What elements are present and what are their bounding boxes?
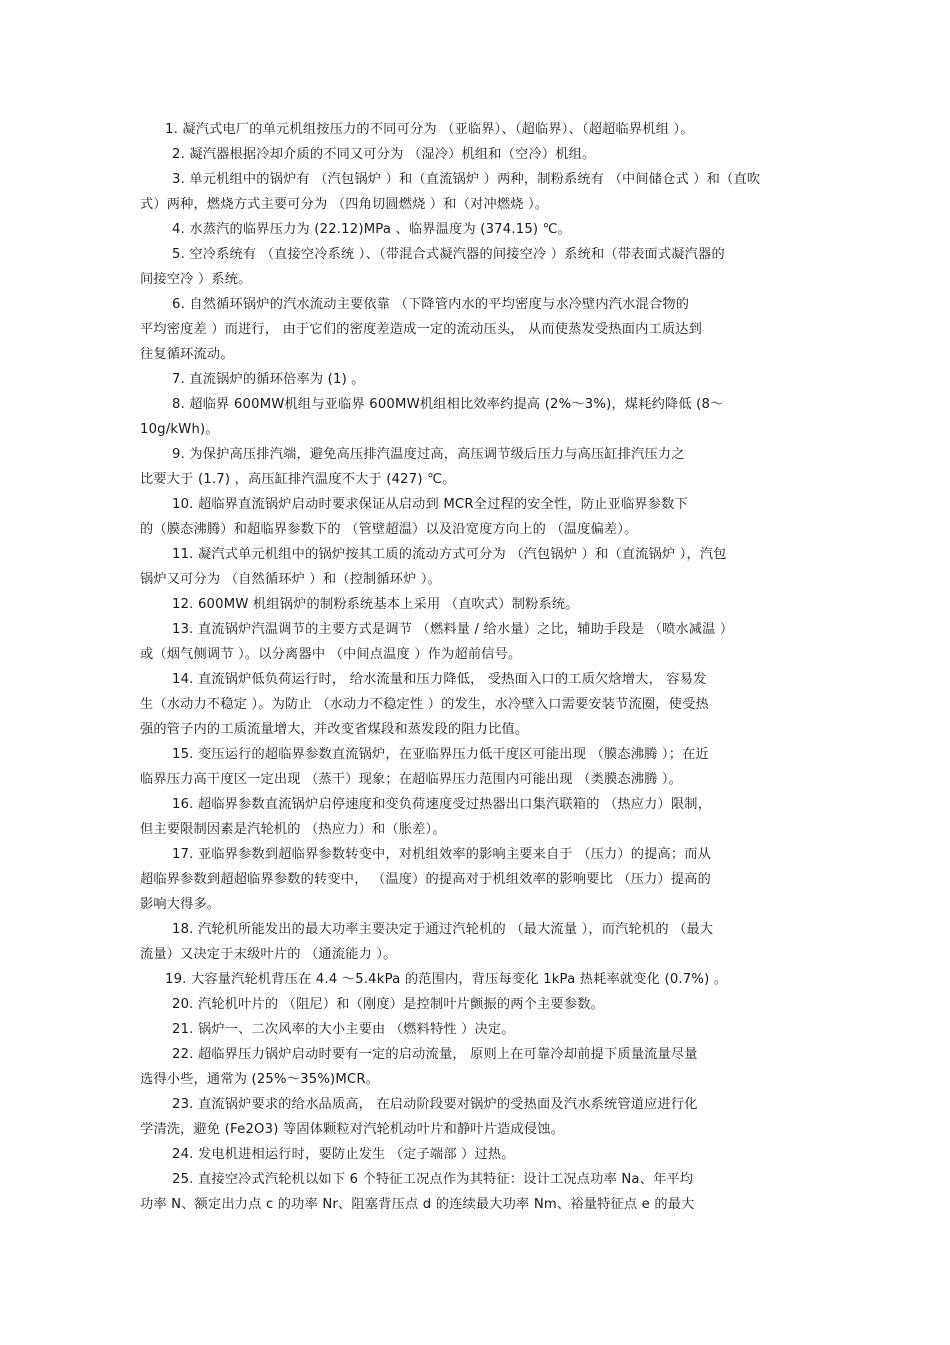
question-22-line-1: 22. 超临界压力锅炉启动时要有一定的启动流量， 原则上在可靠冷却前提下质量流量尽量 bbox=[172, 1047, 698, 1062]
question-21: 21. 锅炉一、二次风率的大小主要由 （燃料特性 ）决定。 bbox=[172, 1022, 515, 1037]
question-9-line-1: 9. 为保护高压排汽端，避免高压排汽温度过高，高压调节级后压力与高压缸排汽压力之 bbox=[172, 447, 685, 462]
question-16-line-1: 16. 超临界参数直流锅炉启停速度和变负荷速度受过热器出口集汽联箱的 （热应力）限制， bbox=[172, 797, 712, 812]
question-18-line-1: 18. 汽轮机所能发出的最大功率主要决定于通过汽轮机的 （最大流量 ），而汽轮机的 （最大 bbox=[172, 922, 714, 937]
question-9-line-2: 比要大于 (1.7) ，高压缸排汽温度不大于 (427) ℃。 bbox=[140, 472, 456, 487]
question-12: 12. 600MW 机组锅炉的制粉系统基本上采用 （直吹式）制粉系统。 bbox=[172, 597, 579, 612]
question-8-line-1: 8. 超临界 600MW机组与亚临界 600MW机组相比效率约提高 (2%～3%)，煤耗约降低 (8～ bbox=[172, 397, 724, 412]
question-20: 20. 汽轮机叶片的 （阻尼）和（刚度）是控制叶片颤振的两个主要参数。 bbox=[172, 997, 604, 1012]
question-25-line-1: 25. 直接空冷式汽轮机以如下 6 个特征工况点作为其特征：设计工况点功率 Na、年平均 bbox=[172, 1172, 694, 1187]
question-17-line-1: 17. 亚临界参数到超临界参数转变中，对机组效率的影响主要来自于 （压力）的提高；而从 bbox=[172, 847, 712, 862]
question-6-line-3: 往复循环流动。 bbox=[140, 347, 234, 362]
question-3-line-1: 3. 单元机组中的锅炉有 （汽包锅炉 ）和（直流锅炉 ）两种，制粉系统有 （中间储仓式 ）和（直吹 bbox=[172, 172, 761, 187]
question-19: 19. 大容量汽轮机背压在 4.4 ～5.4kPa 的范围内，背压每变化 1kPa 热耗率就变化 (0.7%) 。 bbox=[165, 972, 728, 987]
document-body bbox=[140, 117, 808, 1217]
question-1: 1. 凝汽式电厂的单元机组按压力的不同可分为 （亚临界）、（超临界）、（超超临界机组 ）。 bbox=[165, 122, 694, 137]
question-14-line-1: 14. 直流锅炉低负荷运行时， 给水流量和压力降低， 受热面入口的工质欠焓增大， 容易发 bbox=[172, 672, 707, 687]
question-8-line-2: 10g/kWh)。 bbox=[140, 422, 219, 437]
question-10-line-1: 10. 超临界直流锅炉启动时要求保证从启动到 MCR全过程的安全性，防止亚临界参数下 bbox=[172, 497, 688, 512]
question-4: 4. 水蒸汽的临界压力为 (22.12)MPa 、临界温度为 (374.15) ℃。 bbox=[172, 222, 572, 237]
question-6-line-1: 6. 自然循环锅炉的汽水流动主要依靠 （下降管内水的平均密度与水冷壁内汽水混合物的 bbox=[172, 297, 690, 312]
question-13-line-1: 13. 直流锅炉汽温调节的主要方式是调节 （燃料量 / 给水量）之比，辅助手段是 （喷水减温 ） bbox=[172, 622, 734, 637]
question-11-line-1: 11. 凝汽式单元机组中的锅炉按其工质的流动方式可分为 （汽包锅炉 ）和（直流锅炉 ），汽包 bbox=[172, 547, 727, 562]
question-24: 24. 发电机进相运行时，要防止发生 （定子端部 ）过热。 bbox=[172, 1147, 515, 1162]
question-17-line-2: 超临界参数到超超临界参数的转变中， （温度）的提高对于机组效率的影响要比 （压力）提高的 bbox=[140, 872, 712, 887]
question-7: 7. 直流锅炉的循环倍率为 (1) 。 bbox=[172, 372, 365, 387]
question-18-line-2: 流量）又决定于末级叶片的 （通流能力 ）。 bbox=[140, 947, 397, 962]
question-2: 2. 凝汽器根据冷却介质的不同又可分为 （湿冷）机组和（空冷）机组。 bbox=[172, 147, 596, 162]
question-11-line-2: 锅炉又可分为 （自然循环炉 ）和（控制循环炉 ）。 bbox=[140, 572, 442, 587]
question-23-line-2: 学清洗，避免 (Fe2O3) 等固体颗粒对汽轮机动叶片和静叶片造成侵蚀。 bbox=[140, 1122, 565, 1137]
question-23-line-1: 23. 直流锅炉要求的给水品质高， 在启动阶段要对锅炉的受热面及汽水系统管道应进行化 bbox=[172, 1097, 698, 1112]
question-16-line-2: 但主要限制因素是汽轮机的 （热应力）和（胀差）。 bbox=[140, 822, 446, 837]
question-15-line-1: 15. 变压运行的超临界参数直流锅炉，在亚临界压力低干度区可能出现 （膜态沸腾 ）；在近 bbox=[172, 747, 709, 762]
question-5-line-2: 间接空冷 ）系统。 bbox=[140, 272, 252, 287]
question-15-line-2: 临界压力高干度区一定出现 （蒸干）现象；在超临界压力范围内可能出现 （类膜态沸腾 ）。 bbox=[140, 772, 683, 787]
question-5-line-1: 5. 空冷系统有 （直接空冷系统 ）、（带混合式凝汽器的间接空冷 ）系统和（带表面式凝汽器的 bbox=[172, 247, 725, 262]
question-10-line-2: 的（膜态沸腾）和超临界参数下的 （管壁超温）以及沿宽度方向上的 （温度偏差）。 bbox=[140, 522, 638, 537]
question-17-line-3: 影响大得多。 bbox=[140, 897, 221, 912]
question-6-line-2: 平均密度差 ）而进行， 由于它们的密度差造成一定的流动压头， 从而使蒸发受热面内工质达到 bbox=[140, 322, 703, 337]
question-14-line-3: 强的管子内的工质流量增大，并改变省煤段和蒸发段的阻力比值。 bbox=[140, 722, 529, 737]
question-3-line-2: 式）两种，燃烧方式主要可分为 （四角切圆燃烧 ）和（对冲燃烧 ）。 bbox=[140, 197, 549, 212]
question-25-line-2: 功率 N、额定出力点 c 的功率 Nr、阻塞背压点 d 的连续最大功率 Nm、裕量特征点 e 的最大 bbox=[140, 1197, 695, 1212]
question-14-line-2: 生（水动力不稳定 ）。为防止 （水动力不稳定性 ）的发生，水冷壁入口需要安装节流圈，使受热 bbox=[140, 697, 709, 712]
question-22-line-2: 选得小些，通常为 (25%～35%)MCR。 bbox=[140, 1072, 380, 1087]
question-13-line-2: 或（烟气侧调节 ）。以分离器中 （中间点温度 ）作为超前信号。 bbox=[140, 647, 522, 662]
